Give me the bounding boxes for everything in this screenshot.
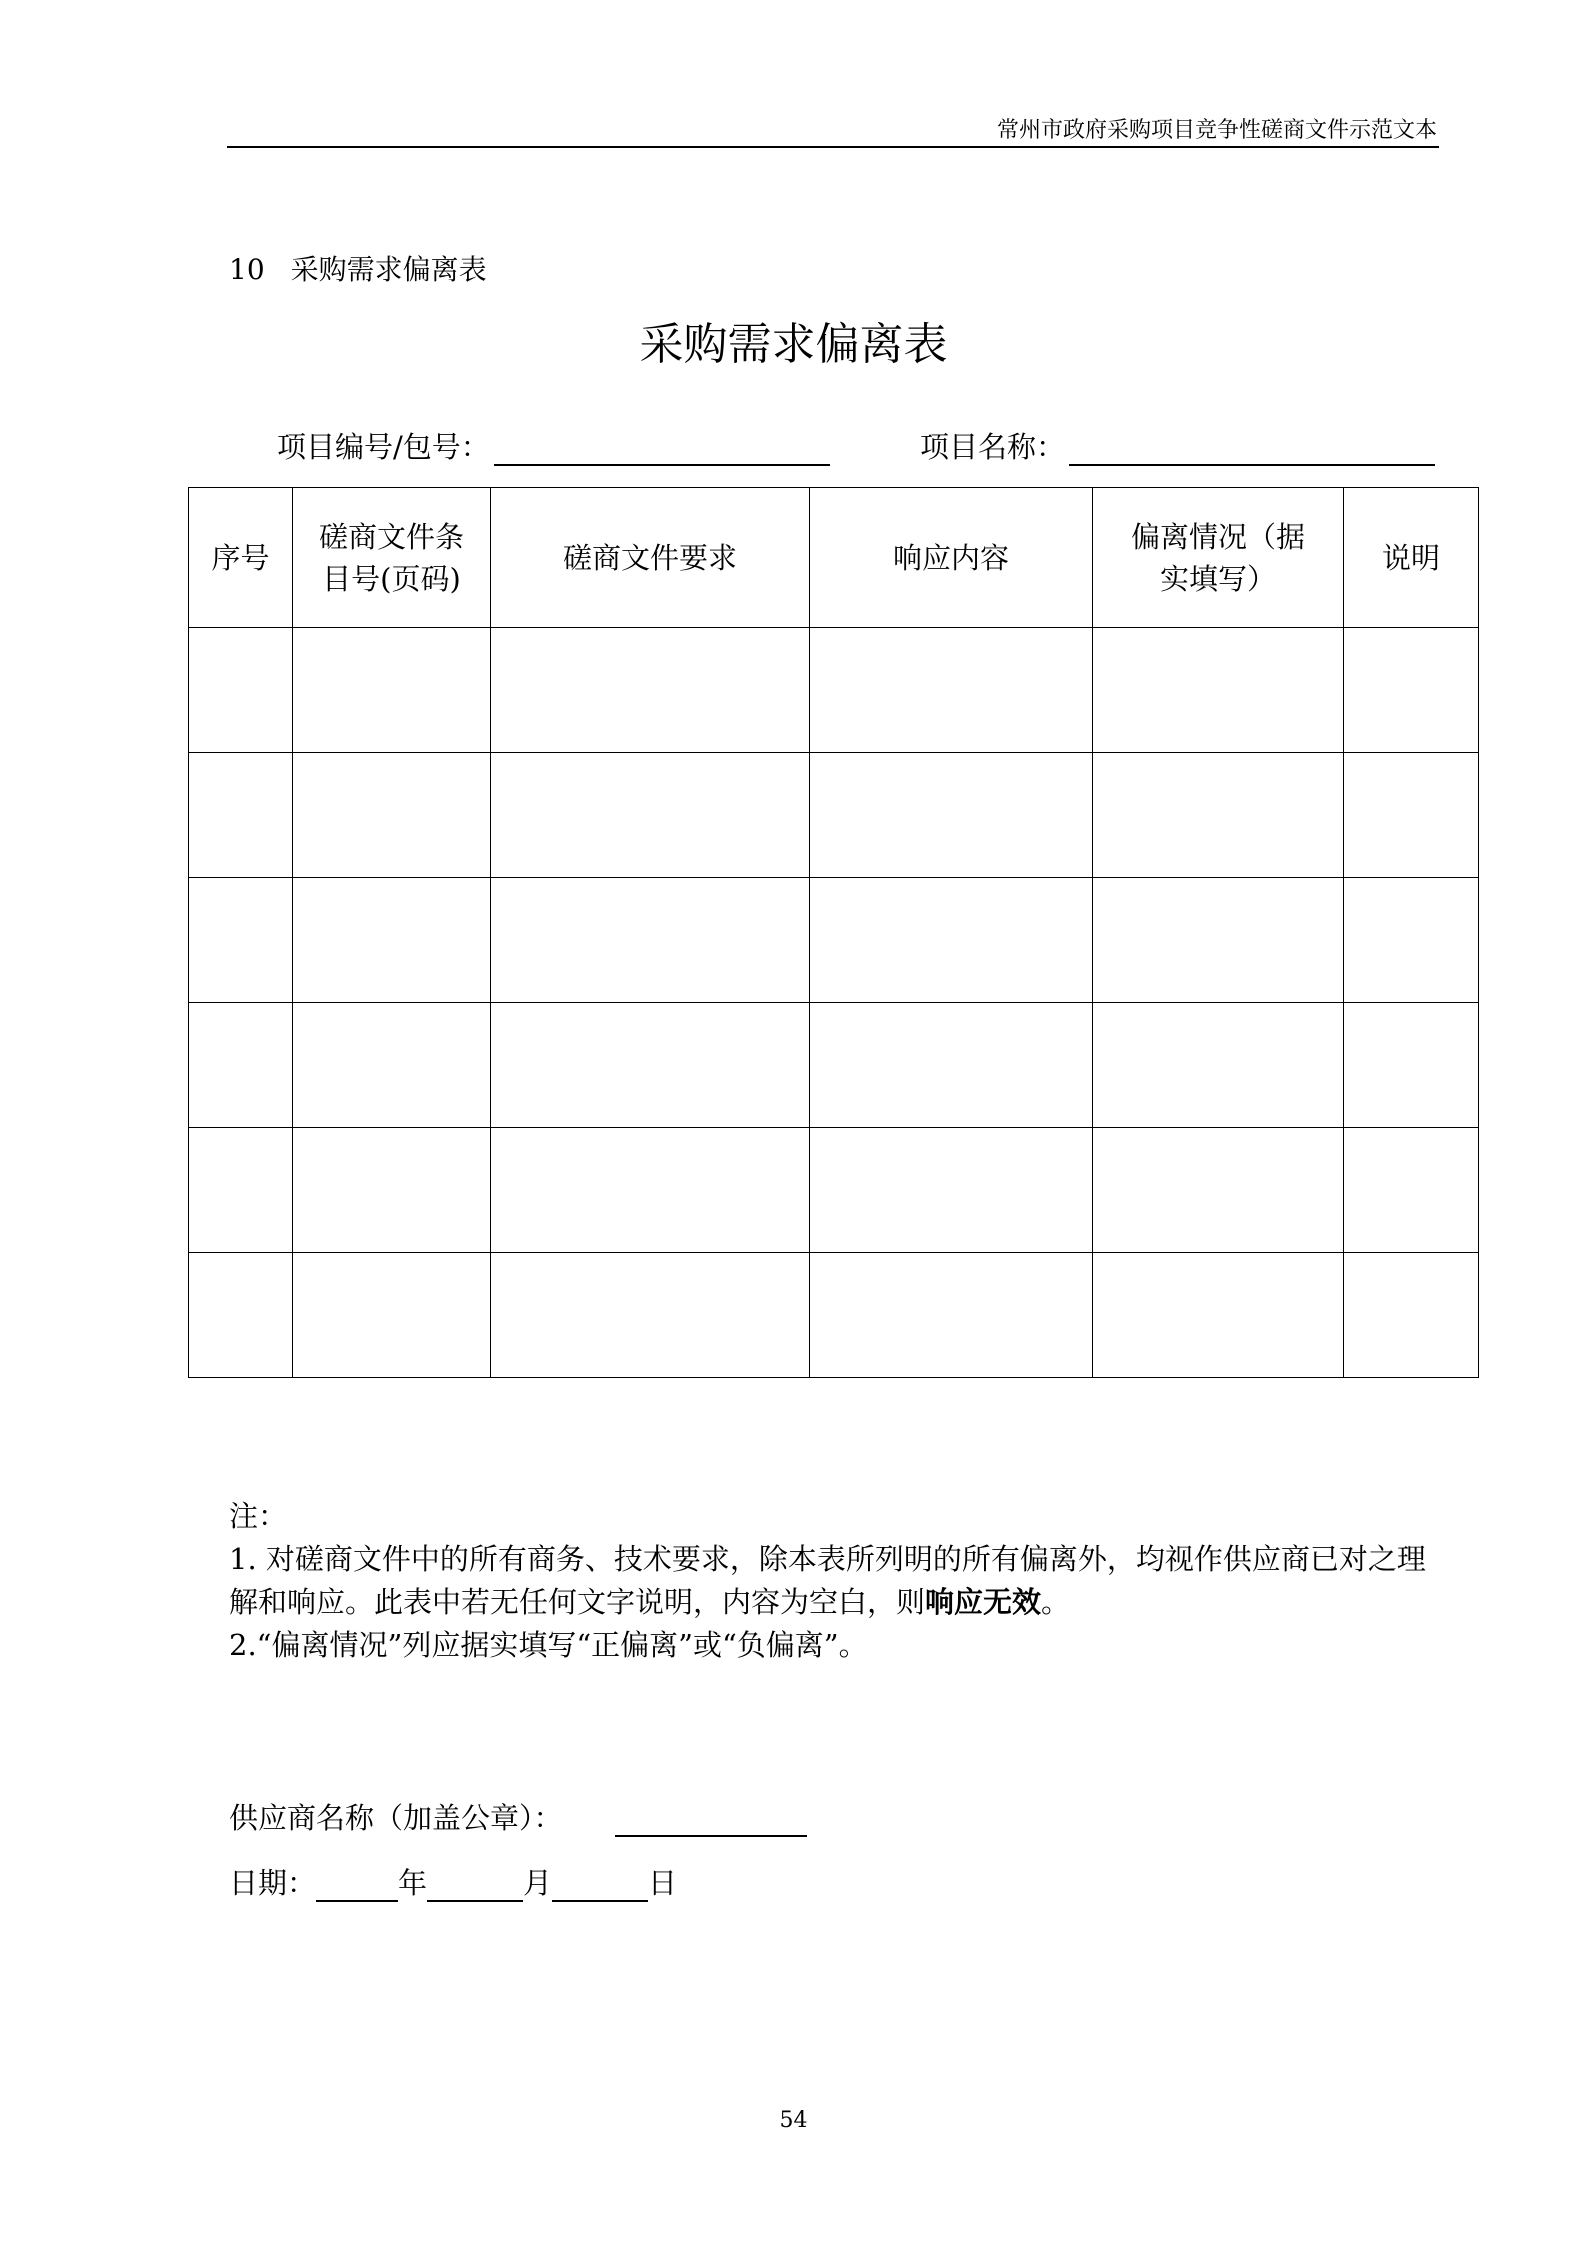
section-heading: [229, 248, 487, 288]
year-blank: [316, 1866, 398, 1902]
table-cell: [810, 1253, 1093, 1378]
notes-block: [229, 1495, 1449, 1667]
note-item-1: [229, 1538, 1449, 1624]
table-cell: [1344, 753, 1479, 878]
table-cell: [810, 878, 1093, 1003]
header-cell-index: 序号: [189, 488, 293, 628]
supplier-label: 供应商名称（加盖公章）：: [229, 1801, 563, 1835]
note-item-1-emphasis: 响应无效: [925, 1585, 1042, 1619]
notes-label: 注：: [229, 1499, 288, 1533]
note-item-2: 2.“偏离情况”列应据实填写“正偏离”或“负偏离”。: [229, 1628, 868, 1662]
deviation-table: [188, 487, 1479, 1378]
table-cell: [189, 1253, 293, 1378]
table-cell: [810, 628, 1093, 753]
header-cell-deviation: [1093, 488, 1344, 628]
table-cell: [1344, 878, 1479, 1003]
header-cell-remark: 说明: [1344, 488, 1479, 628]
project-name-label: 项目名称：: [920, 430, 1066, 464]
supplier-blank: [615, 1799, 807, 1837]
table-header-row: [189, 488, 1479, 628]
table-cell: [1344, 1253, 1479, 1378]
table-cell: [189, 753, 293, 878]
table-row: [189, 1003, 1479, 1128]
table-cell: [189, 1003, 293, 1128]
header-rule: [227, 146, 1439, 148]
header-cell-clause-no-text: 磋商文件条目号(页码): [318, 519, 464, 596]
project-name-blank: [1069, 430, 1435, 466]
note-item-1-text: 1. 对磋商文件中的所有商务、技术要求，除本表所列明的所有偏离外，均视作供应商已对之理解和响应。此表中若无任何文字说明，内容为空白，则: [229, 1542, 1426, 1619]
table-cell: [293, 878, 491, 1003]
table-cell: [293, 753, 491, 878]
table-cell: [810, 1003, 1093, 1128]
table-row: [189, 753, 1479, 878]
table-body: [189, 628, 1479, 1378]
table-cell: [810, 753, 1093, 878]
note-item-1-end: 。: [1041, 1585, 1071, 1619]
table-row: [189, 1128, 1479, 1253]
project-name-field: [920, 425, 1435, 466]
table-cell: [1093, 1128, 1344, 1253]
table-cell: [491, 628, 810, 753]
project-number-label: 项目编号/包号：: [277, 430, 490, 464]
project-number-blank: [494, 430, 830, 466]
day-label: 日: [648, 1866, 678, 1900]
page-number: 54: [779, 2108, 808, 2133]
section-number: 10: [229, 253, 265, 286]
table-cell: [491, 878, 810, 1003]
month-label: 月: [523, 1866, 553, 1900]
date-label: 日期：: [229, 1866, 317, 1900]
header-cell-clause-no: [293, 488, 491, 628]
header-cell-deviation-text: 偏离情况（据实填写）: [1130, 519, 1305, 596]
day-blank: [552, 1866, 648, 1902]
header-cell-response: 响应内容: [810, 488, 1093, 628]
table-cell: [810, 1128, 1093, 1253]
month-blank: [427, 1866, 523, 1902]
table-cell: [1344, 1128, 1479, 1253]
table-cell: [491, 753, 810, 878]
table-cell: [491, 1003, 810, 1128]
table-cell: [293, 1128, 491, 1253]
table-row: [189, 878, 1479, 1003]
supplier-signature-line: [229, 1796, 807, 1837]
table-cell: [189, 1128, 293, 1253]
table-cell: [1093, 1003, 1344, 1128]
table-row: [189, 1253, 1479, 1378]
table-cell: [1344, 628, 1479, 753]
running-header: 常州市政府采购项目竞争性磋商文件示范文本: [996, 118, 1437, 143]
table-cell: [1093, 753, 1344, 878]
year-label: 年: [398, 1866, 428, 1900]
table-cell: [1093, 628, 1344, 753]
table-cell: [189, 628, 293, 753]
table-cell: [293, 1253, 491, 1378]
document-title: 采购需求偏离表: [639, 319, 948, 370]
project-number-field: [277, 425, 830, 466]
table-cell: [189, 878, 293, 1003]
table-cell: [1093, 878, 1344, 1003]
table-cell: [293, 1003, 491, 1128]
table-cell: [491, 1253, 810, 1378]
table-cell: [293, 628, 491, 753]
section-title: 采购需求偏离表: [290, 253, 487, 286]
table-cell: [1093, 1253, 1344, 1378]
table-cell: [491, 1128, 810, 1253]
date-line: [229, 1861, 677, 1902]
table-row: [189, 628, 1479, 753]
table-cell: [1344, 1003, 1479, 1128]
header-cell-requirement: 磋商文件要求: [491, 488, 810, 628]
